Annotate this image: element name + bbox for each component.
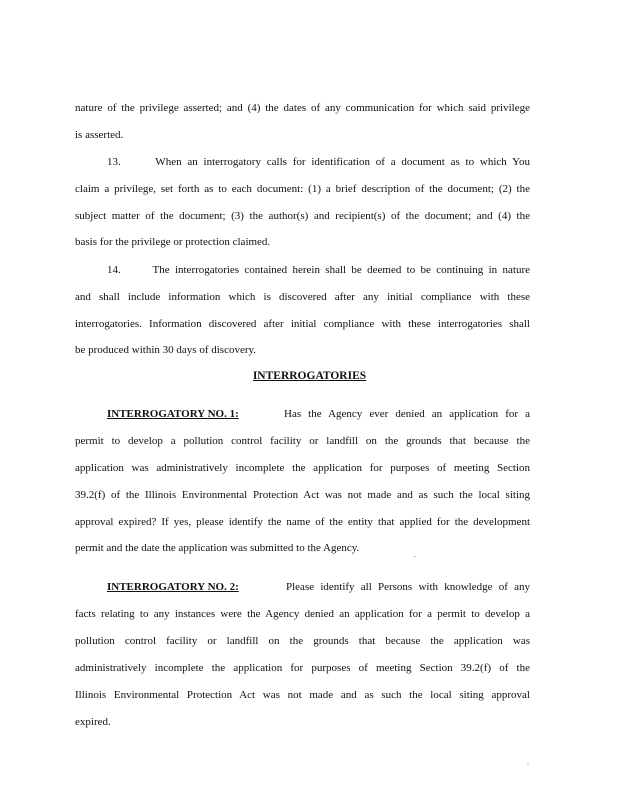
paragraph-line: subject matter of the document; (3) the author(s) and recipient(s) of the document; and (4) the (75, 210, 530, 222)
interrogatory-2-line: administratively incomplete the application for purposes of meeting Section 39.2(f) of the (75, 662, 530, 674)
scan-speck: . (414, 550, 416, 559)
interrogatory-2-line: expired. (75, 716, 111, 728)
interrogatory-1-line: approval expired? If yes, please identify the name of the entity that applied for the development (75, 516, 530, 528)
paragraph-line: basis for the privilege or protection claimed. (75, 236, 271, 248)
paragraph-line: nature of the privilege asserted; and (4) the dates of any communication for which said privilege (75, 102, 530, 114)
interrogatory-1-label: INTERROGATORY NO. 1: (107, 408, 239, 420)
section-heading: INTERROGATORIES (252, 370, 367, 382)
interrogatory-1-line: application was administratively incomplete the application for purposes of meeting Section (75, 462, 530, 474)
interrogatory-2-line: facts relating to any instances were the Agency denied an application for a permit to develop a (75, 608, 530, 620)
interrogatory-1-line: 39.2(f) of the Illinois Environmental Protection Act was not made and as such the local siting (75, 489, 530, 501)
paragraph-14-first-line: 14. The interrogatories contained herein shall be deemed to be continuing in nature (107, 264, 530, 276)
interrogatory-2-first-line: Please identify all Persons with knowledge of any (286, 581, 530, 593)
paragraph-line: be produced within 30 days of discovery. (75, 344, 257, 356)
paragraph-line: and shall include information which is discovered after any initial compliance with these (75, 291, 530, 303)
interrogatory-2-line: Illinois Environmental Protection Act was not made and as such the local siting approval (75, 689, 530, 701)
paragraph-line: claim a privilege, set forth as to each document: (1) a brief description of the document; (2) the (75, 183, 530, 195)
interrogatory-1-line: permit to develop a pollution control facility or landfill on the grounds that because the (75, 435, 530, 447)
interrogatory-2-label: INTERROGATORY NO. 2: (107, 581, 239, 593)
interrogatory-1-first-line: Has the Agency ever denied an application for a (284, 408, 530, 420)
scan-speck: . (527, 757, 529, 766)
interrogatory-2-line: pollution control facility or landfill on the grounds that because the application was (75, 635, 530, 647)
paragraph-13-first-line: 13. When an interrogatory calls for identification of a document as to which You (107, 156, 530, 168)
paragraph-line: is asserted. (75, 129, 124, 141)
paragraph-line: interrogatories. Information discovered after initial compliance with these interrogatories shall (75, 318, 530, 330)
interrogatory-1-line: permit and the date the application was submitted to the Agency. (75, 542, 360, 554)
